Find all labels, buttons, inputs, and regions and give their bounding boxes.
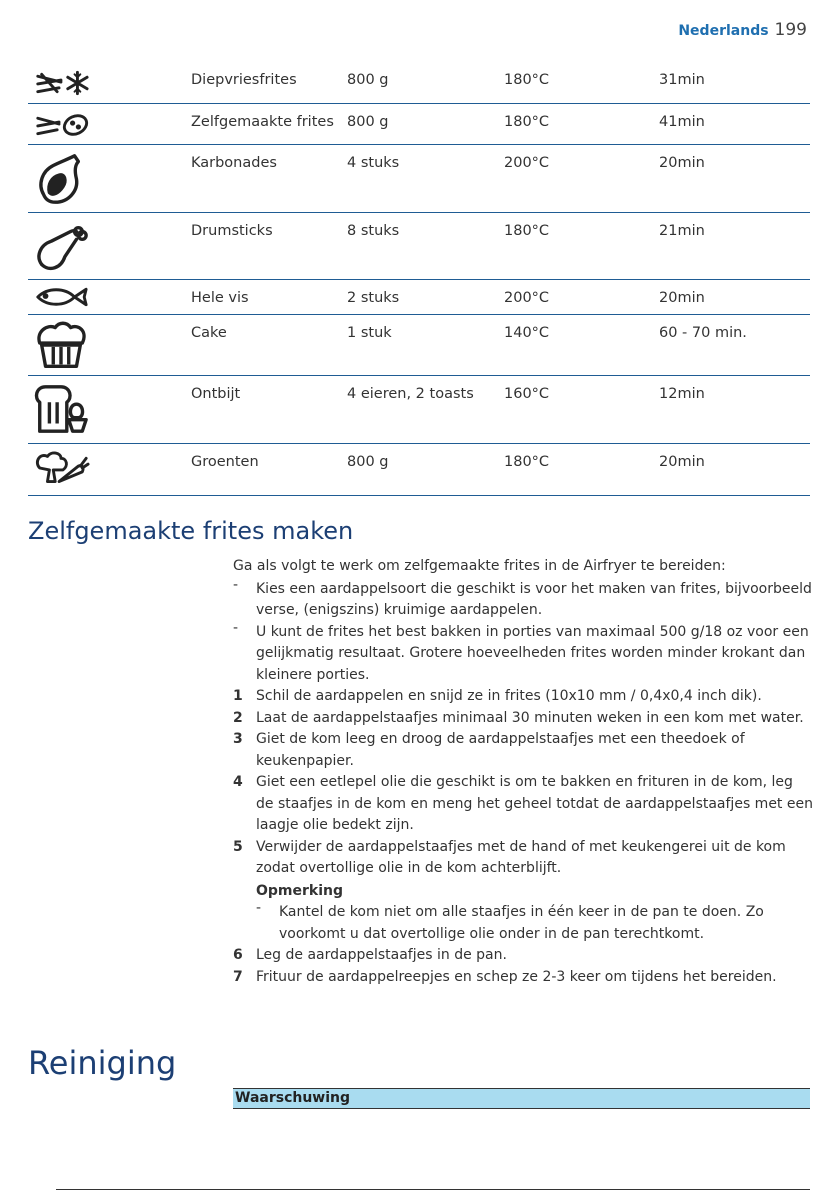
step-text: Frituur de aardappelreepjes en schep ze 2-3 keer om tijdens het bereiden. [256, 968, 777, 985]
food-temperature: 140°C [504, 325, 550, 341]
food-time: 20min [659, 290, 705, 306]
drumstick-icon [32, 219, 90, 275]
step-item [233, 837, 813, 880]
food-amount: 2 stuks [347, 290, 400, 306]
step-number: 5 [233, 838, 243, 855]
bullet-dash: - [233, 619, 239, 636]
step-text: Schil de aardappelen en snijd ze in frites (10x10 mm / 0,4x0,4 inch dik). [256, 688, 762, 704]
cooking-table [28, 62, 810, 496]
step-text: Giet de kom leeg en droog de aardappelstaafjes met een theedoek of keukenpapier. [256, 731, 745, 769]
page-number: 199 [774, 20, 807, 40]
food-time: 20min [659, 454, 705, 470]
breakfast-icon [32, 380, 90, 438]
intro-text: Ga als volgt te werk om zelfgemaakte frites in de Airfryer te bereiden: [233, 558, 726, 574]
footer-divider [56, 1189, 810, 1190]
note-item [233, 902, 813, 945]
step-number: 2 [233, 709, 243, 726]
step-item [233, 945, 813, 967]
food-name: Groenten [191, 454, 259, 470]
food-time: 41min [659, 114, 705, 130]
step-text: Giet een eetlepel olie die geschikt is om te bakken en frituren in de kom, leg de staafjes in de kom en meng het geheel totdat de aardappelstaafjes met een laagje olie bedekt zijn. [256, 774, 813, 833]
food-temperature: 180°C [504, 454, 550, 470]
step-number: 4 [233, 774, 243, 790]
food-amount: 800 g [347, 114, 389, 130]
vegetables-icon [32, 448, 90, 488]
step-item [233, 967, 813, 989]
step-text: Verwijder de aardappelstaafjes met de hand of met keukengerei uit de kom zodat overtollige olie in de kom achterblijft. [256, 838, 786, 876]
food-temperature: 180°C [504, 223, 550, 239]
food-time: 31min [659, 72, 705, 88]
food-amount: 4 stuks [347, 155, 400, 171]
food-name: Diepvriesfrites [191, 72, 297, 88]
food-temperature: 180°C [504, 114, 550, 130]
instructions [233, 556, 813, 988]
step-number: 3 [233, 731, 243, 747]
table-row [28, 213, 810, 280]
step-number: 7 [233, 968, 243, 985]
step-number: 1 [233, 688, 243, 704]
food-amount: 800 g [347, 454, 389, 470]
page-header [678, 20, 807, 40]
food-name: Drumsticks [191, 223, 273, 239]
step-text: Leg de aardappelstaafjes in de pan. [256, 947, 507, 963]
food-temperature: 180°C [504, 72, 550, 88]
food-temperature: 200°C [504, 155, 550, 171]
food-time: 60 - 70 min. [659, 325, 747, 341]
table-row [28, 376, 810, 444]
step-text: Laat de aardappelstaafjes minimaal 30 minuten weken in een kom met water. [256, 709, 804, 726]
food-name: Ontbijt [191, 386, 241, 402]
table-row [28, 104, 810, 145]
food-time: 12min [659, 386, 705, 402]
warning-banner: Waarschuwing [233, 1088, 810, 1109]
bullet-item [233, 576, 813, 622]
bullet-text: Kies een aardappelsoort die geschikt is voor het maken van frites, bijvoorbeeld verse, (enigszins) kruimige aardappelen. [256, 580, 812, 618]
food-time: 21min [659, 223, 705, 239]
table-row [28, 315, 810, 376]
food-name: Cake [191, 325, 227, 341]
bullet-text: U kunt de frites het best bakken in porties van maximaal 500 g/18 oz voor een gelijkmatig resultaat. Grotere hoeveelheden frites worden minder krokant dan kleinere porties. [256, 623, 809, 683]
frozen-fries-icon [32, 66, 90, 100]
food-amount: 800 g [347, 72, 389, 88]
table-row [28, 444, 810, 496]
section-title-cleaning: Reiniging [28, 1044, 177, 1082]
table-row [28, 145, 810, 213]
food-temperature: 200°C [504, 290, 550, 306]
fish-icon [32, 283, 90, 311]
cake-icon [32, 319, 90, 371]
table-row [28, 280, 810, 315]
step-item [233, 708, 813, 730]
food-amount: 1 stuk [347, 325, 392, 341]
note-text: Kantel de kom niet om alle staafjes in één keer in de pan te doen. Zo voorkomt u dat overtollige olie onder in de pan terechtkomt. [279, 904, 764, 942]
table-row [28, 62, 810, 104]
language-label: Nederlands [678, 23, 769, 39]
note-heading: Opmerking [256, 882, 344, 899]
food-temperature: 160°C [504, 386, 550, 402]
food-name: Hele vis [191, 290, 249, 306]
bullet-item [233, 619, 813, 687]
food-time: 20min [659, 155, 705, 171]
step-number: 6 [233, 947, 243, 963]
section-title-homemade-fries: Zelfgemaakte frites maken [28, 517, 354, 545]
food-name: Zelfgemaakte frites [191, 114, 334, 130]
food-amount: 4 eieren, 2 toasts [347, 386, 474, 402]
chop-icon [32, 151, 90, 207]
note-dash: - [256, 900, 262, 916]
food-amount: 8 stuks [347, 223, 400, 239]
step-item [233, 686, 813, 708]
homemade-fries-icon [32, 108, 90, 142]
step-item [233, 772, 813, 837]
food-name: Karbonades [191, 155, 277, 171]
step-item [233, 729, 813, 772]
bullet-dash: - [233, 576, 239, 593]
